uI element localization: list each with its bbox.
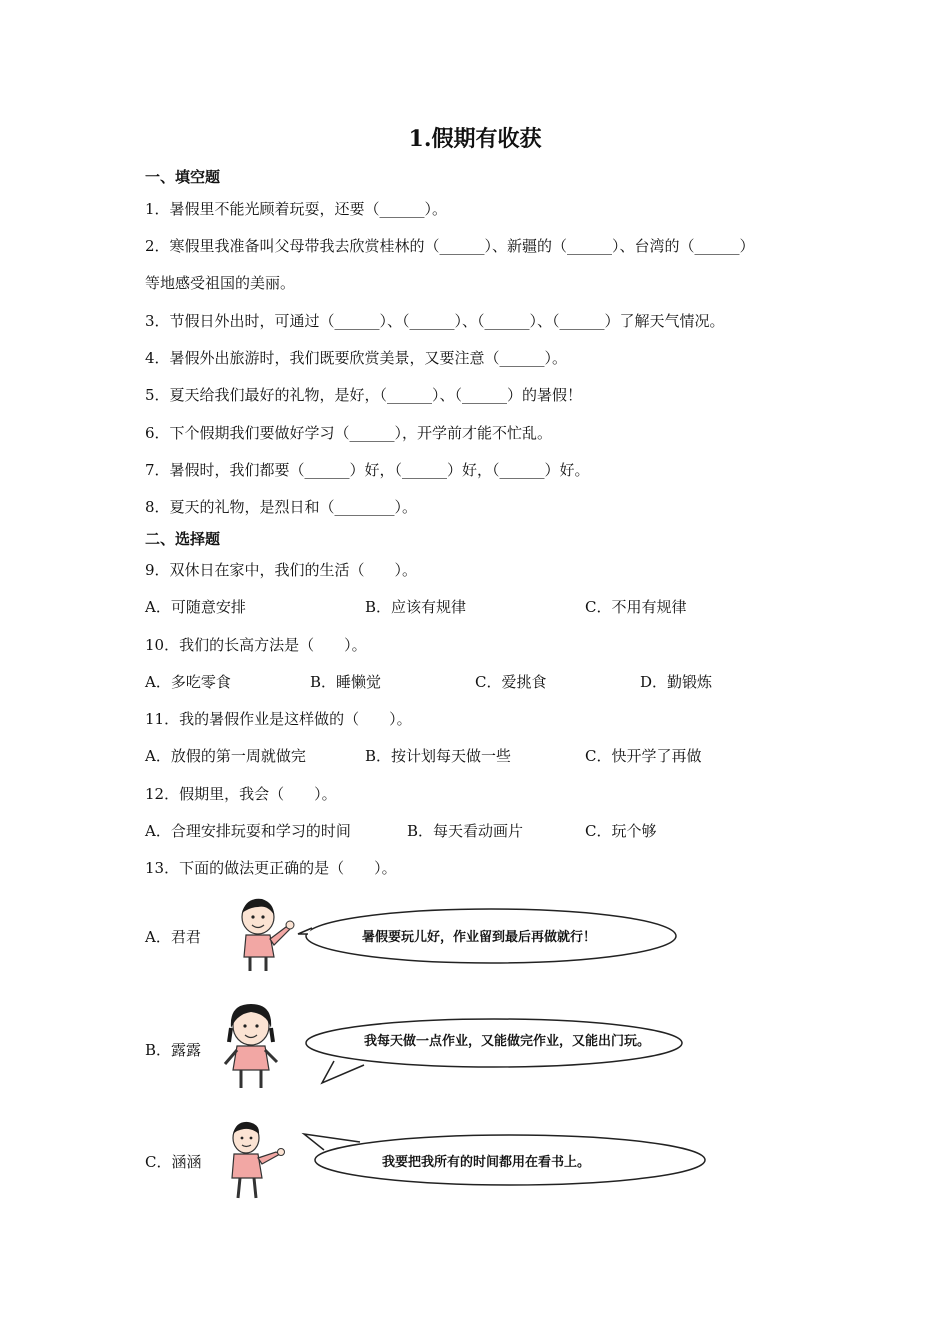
speech-text-c: 我要把我所有的时间都用在看书上。 — [382, 1155, 591, 1170]
q12-option-b: B．每天看动画片 — [407, 822, 524, 840]
q11-option-a: A．放假的第一周就做完 — [145, 747, 306, 765]
q11-option-b: B．按计划每天做一些 — [365, 747, 512, 765]
question-4: 4．暑假外出旅游时，我们既要欣赏美景，又要注意（______）。 — [145, 349, 568, 367]
q13-option-c-label: C．涵涵 — [145, 1153, 202, 1171]
question-2: 2．寒假里我准备叫父母带我去欣赏桂林的（______）、新疆的（______）、台湾的（______） — [145, 237, 755, 255]
girl-lulu-illustration — [215, 1000, 287, 1092]
q11-option-c: C．快开学了再做 — [585, 747, 702, 765]
question-5: 5．夏天给我们最好的礼物，是好，（______）、（______）的暑假！ — [145, 386, 583, 404]
question-12: 12．假期里，我会（ ）。 — [145, 785, 337, 803]
section-choice: 二、选择题 — [145, 530, 221, 548]
question-10: 10．我们的长高方法是（ ）。 — [145, 636, 367, 654]
q13-option-b-label: B．露露 — [145, 1041, 202, 1059]
q10-option-b: B．睡懒觉 — [310, 673, 382, 691]
q12-option-c: C．玩个够 — [585, 822, 657, 840]
question-2-continued: 等地感受祖国的美丽。 — [145, 274, 296, 292]
q9-option-a: A．可随意安排 — [145, 598, 246, 616]
q10-option-a: A．多吃零食 — [145, 673, 231, 691]
q10-option-c: C．爱挑食 — [475, 673, 547, 691]
speech-text-a: 暑假要玩儿好，作业留到最后再做就行！ — [362, 930, 597, 945]
q9-option-c: C．不用有规律 — [585, 598, 687, 616]
speech-bubble-b — [294, 1015, 686, 1087]
speech-text-b: 我每天做一点作业，又能做完作业，又能出门玩。 — [364, 1034, 651, 1049]
question-6: 6．下个假期我们要做好学习（______），开学前才能不忙乱。 — [145, 424, 553, 442]
section-fill-in: 一、填空题 — [145, 168, 221, 186]
question-7: 7．暑假时，我们都要（______）好，（______）好，（______）好。 — [145, 461, 590, 479]
boy-junjun-illustration — [228, 895, 300, 975]
q9-option-b: B．应该有规律 — [365, 598, 467, 616]
question-11: 11．我的暑假作业是这样做的（ ）。 — [145, 710, 412, 728]
q10-option-d: D．勤锻炼 — [640, 673, 713, 691]
boy-hanhan-illustration — [222, 1118, 288, 1204]
q13-option-a-label: A．君君 — [145, 928, 201, 946]
page-title: 1.假期有收获 — [408, 126, 542, 152]
q12-option-a: A．合理安排玩耍和学习的时间 — [145, 822, 351, 840]
question-8: 8．夏天的礼物，是烈日和（________）。 — [145, 498, 418, 516]
question-13: 13．下面的做法更正确的是（ ）。 — [145, 859, 397, 877]
question-9: 9．双休日在家中，我们的生活（ ）。 — [145, 561, 418, 579]
question-1: 1．暑假里不能光顾着玩耍，还要（______）。 — [145, 200, 448, 218]
question-3: 3．节假日外出时，可通过（______）、（______）、（______）、（______）了解天气情况。 — [145, 312, 725, 330]
